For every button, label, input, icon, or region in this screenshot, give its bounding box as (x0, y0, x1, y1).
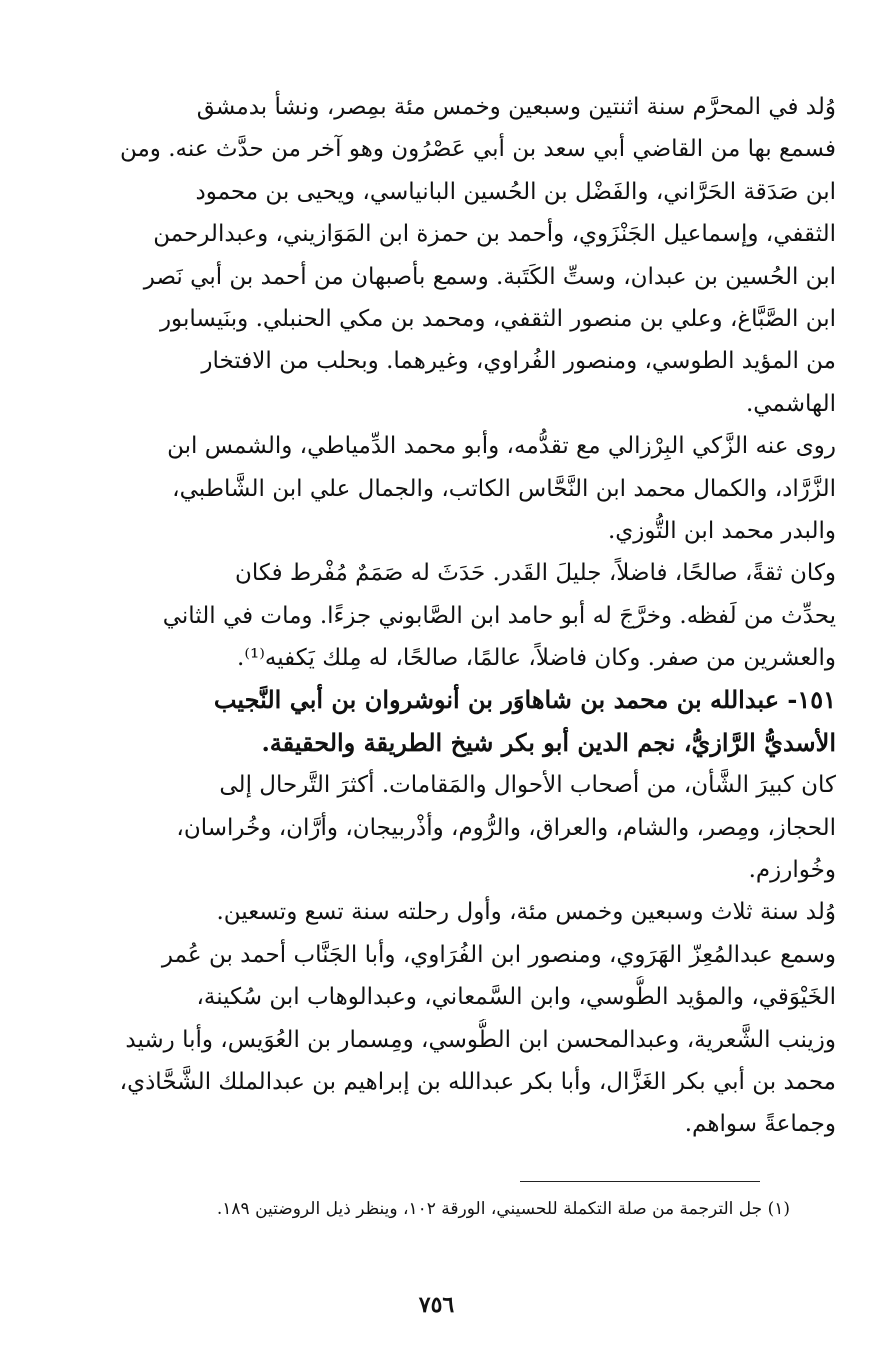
text-line: وخُوارزم. (748, 857, 836, 884)
text-line: ابن صَدَقة الحَرَّاني، والفَضْل بن الحُسين البانياسي، ويحيى بن محمود (195, 178, 836, 205)
page-number: ٧٥٦ (418, 1292, 455, 1318)
text-line: ابن الحُسين بن عبدان، وستِّ الكَتَبة. وسمع بأصبهان من أحمد بن أبي نَصر (143, 263, 836, 290)
text-line: الخَيْوَقي، والمؤيد الطُّوسي، وابن السَّمعاني، وعبدالوهاب ابن سُكينة، (196, 984, 836, 1011)
text-line: وسمع عبدالمُعِزّ الهَرَوي، ومنصور ابن الفُرَاوي، وأبا الجَنَّاب أحمد بن عُمر (161, 941, 836, 968)
text-line: الهاشمي. (745, 390, 836, 417)
text-line: الحجاز، ومِصر، والشام، والعراق، والرُّوم، وأذْربيجان، وأرَّان، وخُراسان، (176, 814, 836, 841)
entry-heading-line: الأسديُّ الرَّازيُّ، نجم الدين أبو بكر شيخ الطريقة والحقيقة. (261, 727, 836, 757)
text-line: الزَّرَّاد، والكمال محمد ابن النَّحَّاس الكاتب، والجمال علي ابن الشَّاطبي، (172, 475, 836, 502)
footnote: (١) جل الترجمة من صلة التكملة للحسيني، الورقة ١٠٢، وينظر ذيل الروضتين ١٨٩. (216, 1199, 790, 1219)
entry-heading-line: ١٥١- عبدالله بن محمد بن شاهاوَر بن أنوشروان بن أبي النَّجيب (213, 685, 836, 715)
text-line: محمد بن أبي بكر الغَزَّال، وأبا بكر عبدالله بن إبراهيم بن عبدالملك الشَّحَّاذي، (119, 1068, 836, 1095)
main-text (36, 86, 836, 1146)
footnote-separator (520, 1181, 760, 1182)
text-line: وُلد سنة ثلاث وسبعين وخمس مئة، وأول رحلته سنة تسع وتسعين. (216, 899, 836, 926)
text-line: والبدر محمد ابن التُّوزي. (607, 517, 836, 544)
text-line: وزينب الشَّعرية، وعبدالمحسن ابن الطُّوسي، ومِسمار بن العُوَيس، وأبا رشيد (125, 1026, 836, 1053)
text-line: فسمع بها من القاضي أبي سعد بن أبي عَصْرُون وهو آخر من حدَّث عنه. ومن (119, 136, 836, 163)
text-line: وُلد في المحرَّم سنة اثنتين وسبعين وخمس مئة بمِصر، ونشأ بدمشق (196, 94, 836, 120)
text-line: وكان ثقةً، صالحًا، فاضلاً، جليلَ القَدر. حَدَثَ له صَمَمٌ مُفْرط فكان (235, 560, 836, 587)
text-line: وجماعةً سواهم. (684, 1111, 836, 1138)
text-line: ابن الصَّبَّاغ، وعلي بن منصور الثقفي، ومحمد بن مكي الحنبلي. وبنَيسابور (159, 305, 836, 332)
text-line: من المؤيد الطوسي، ومنصور الفُراوي، وغيرهما. وبحلب من الافتخار (201, 348, 836, 375)
text-line: والعشرين من صفر. وكان فاضلاً، عالمًا، صالحًا، له مِلك يَكفيه⁽¹⁾. (237, 645, 836, 672)
text-line: يحدِّث من لَفظه. وخرَّجَ له أبو حامد ابن الصَّابوني جزءًا. ومات في الثاني (162, 602, 836, 629)
text-line: روى عنه الزَّكي البِرْزالي مع تقدُّمه، وأبو محمد الدِّمياطي، والشمس ابن (167, 433, 836, 460)
text-line: كان كبيرَ الشَّأن، من أصحاب الأحوال والمَقامات. أكثرَ التَّرحال إلى (219, 772, 836, 799)
text-line: الثقفي، وإسماعيل الجَنْزَوي، وأحمد بن حمزة ابن المَوَازيني، وعبدالرحمن (153, 221, 836, 248)
